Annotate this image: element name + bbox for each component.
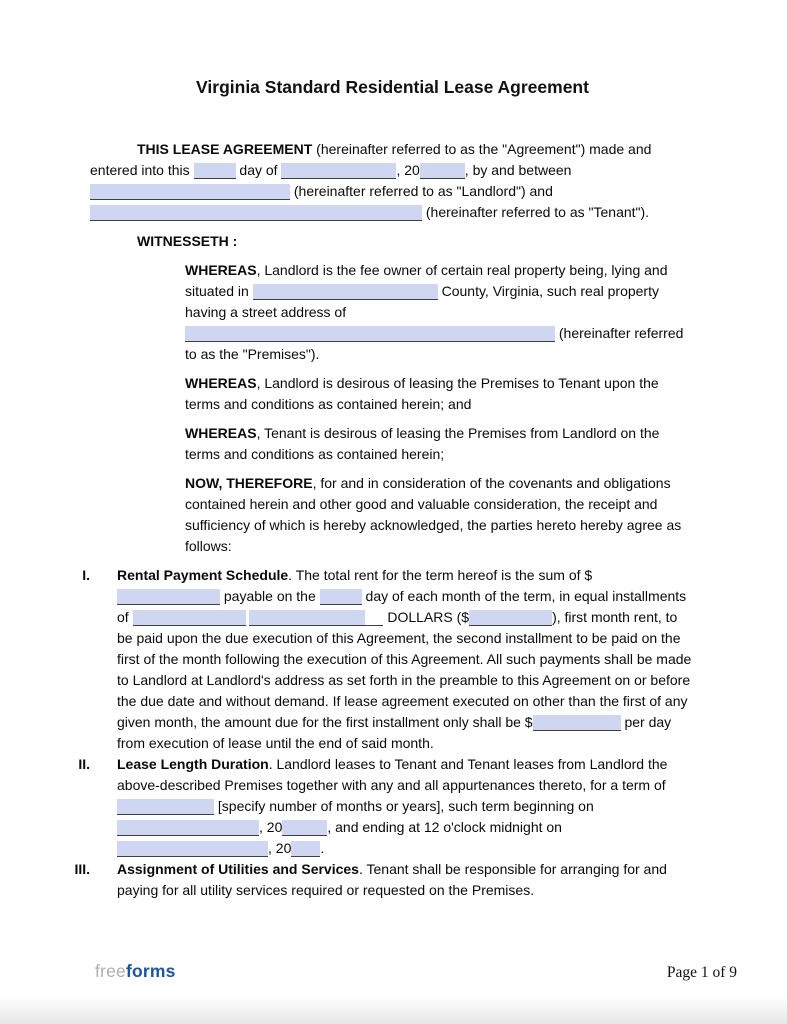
day-field[interactable] xyxy=(194,163,236,179)
lease-term-field[interactable] xyxy=(117,799,214,815)
tenant-name-field[interactable] xyxy=(90,205,422,221)
bold-text-run: WHEREAS xyxy=(185,425,257,441)
now-therefore-paragraph xyxy=(185,473,695,557)
section-number: III. xyxy=(74,861,90,877)
page-footer xyxy=(95,961,737,983)
end-date-field[interactable] xyxy=(117,841,268,857)
installment-amount-words-2-field[interactable] xyxy=(249,610,365,626)
text-run: (hereinafter referred to as "Tenant"). xyxy=(422,204,650,220)
page-number: Page 1 of 9 xyxy=(666,964,737,981)
freeforms-logo-forms: forms xyxy=(125,961,176,981)
text-run: , and ending at 12 o'clock midnight on xyxy=(327,819,562,835)
bold-text-run: THIS LEASE AGREEMENT xyxy=(137,141,313,157)
start-year-field[interactable] xyxy=(282,820,327,836)
text-run: per day from execution of lease until the end of said month. xyxy=(117,714,672,751)
bold-text-run: Rental Payment Schedule xyxy=(117,567,289,583)
text-run: , 20 xyxy=(396,162,420,178)
underline-extension xyxy=(365,610,383,626)
document-title: Virginia Standard Residential Lease Agreement xyxy=(196,77,589,97)
text-run: payable on the xyxy=(220,588,320,604)
text-run: DOLLARS ($ xyxy=(383,609,470,625)
text-run: . Landlord leases to Tenant and Tenant leases from Landlord the above-described Premises together with any and all appurtenances thereto, for a term of xyxy=(117,756,668,793)
page-bottom-shadow xyxy=(0,996,787,1024)
text-run: , 20 xyxy=(268,840,292,856)
landlord-name-field[interactable] xyxy=(90,184,290,200)
installment-amount-words-field[interactable] xyxy=(133,610,246,626)
county-field[interactable] xyxy=(253,284,438,300)
month-field[interactable] xyxy=(281,163,396,179)
whereas-tenant-desirous-paragraph xyxy=(185,423,695,465)
section-body xyxy=(117,754,695,859)
section-body xyxy=(117,565,695,754)
text-run: day of each month of the term, in equal installments of xyxy=(117,588,687,625)
section-assignment-of-utilities xyxy=(72,859,695,901)
freeforms-logo-free: free xyxy=(95,961,126,981)
section-rental-payment-schedule xyxy=(72,565,695,754)
section-number: I. xyxy=(82,567,90,583)
whereas-landlord-desirous-paragraph xyxy=(185,373,695,415)
bold-text-run: WHEREAS xyxy=(185,375,257,391)
per-day-amount-field[interactable] xyxy=(533,715,621,731)
text-run: ), first month rent, to be paid upon the due execution of this Agreement, the second installment to be paid on the first of the month following the execution of this Agreement. All such payments shall be made to Landlord at Landlord's address as set forth in the preamble to this Agreement on or before the due date and without demand. If lease agreement executed on other than the first of any given month, the amount due for the first installment only shall be $ xyxy=(117,609,692,730)
bold-text-run: Lease Length Duration xyxy=(117,756,269,772)
text-run: , Landlord is the fee owner of certain real property being, lying and situated in xyxy=(185,262,668,299)
freeforms-logo[interactable] xyxy=(95,961,176,982)
bold-text-run: WHEREAS xyxy=(185,262,257,278)
text-run: (hereinafter referred to as the "Premises"). xyxy=(185,325,684,362)
text-run: , by and between xyxy=(464,162,572,178)
rent-due-day-field[interactable] xyxy=(320,589,362,605)
section-body xyxy=(117,859,695,901)
street-address-field[interactable] xyxy=(185,326,555,342)
installment-amount-field[interactable] xyxy=(469,610,552,626)
witnesseth-heading: WITNESSETH : xyxy=(137,233,238,249)
text-run: County, Virginia, such real property having a street address of xyxy=(185,283,659,320)
bold-text-run: Assignment of Utilities and Services xyxy=(117,861,359,877)
text-run: (hereinafter referred to as the "Agreement") made and entered into this xyxy=(90,141,652,178)
text-run: day of xyxy=(235,162,282,178)
lease-terms-list xyxy=(74,565,695,901)
end-year-field[interactable] xyxy=(291,841,320,857)
text-run: . Tenant shall be responsible for arranging for and paying for all utility services required or requested on the Premises. xyxy=(117,861,667,898)
text-run: [specify number of months or years], such term beginning on xyxy=(214,798,594,814)
text-run: , for and in consideration of the covenants and obligations contained herein and other good and valuable consideration, the receipt and sufficiency of which is hereby acknowledged, the parties hereto hereby agree as follows: xyxy=(185,475,682,554)
text-run: , Tenant is desirous of leasing the Premises from Landlord on the terms and conditions as contained herein; xyxy=(185,425,660,462)
text-run: . The total rent for the term hereof is the sum of $ xyxy=(288,567,593,583)
section-number: II. xyxy=(78,756,90,772)
whereas-landlord-owner-paragraph xyxy=(185,260,695,365)
text-run: . xyxy=(320,840,325,856)
text-run: (hereinafter referred to as "Landlord") and xyxy=(290,183,553,199)
text-run: , Landlord is desirous of leasing the Premises to Tenant upon the terms and conditions as contained herein; and xyxy=(185,375,659,412)
opening-paragraph xyxy=(90,139,695,223)
bold-text-run: NOW, THEREFORE xyxy=(185,475,313,491)
total-rent-amount-field[interactable] xyxy=(117,589,220,605)
start-date-field[interactable] xyxy=(117,820,259,836)
text-run: , 20 xyxy=(259,819,283,835)
year-field[interactable] xyxy=(420,163,465,179)
section-lease-length-duration xyxy=(72,754,695,859)
